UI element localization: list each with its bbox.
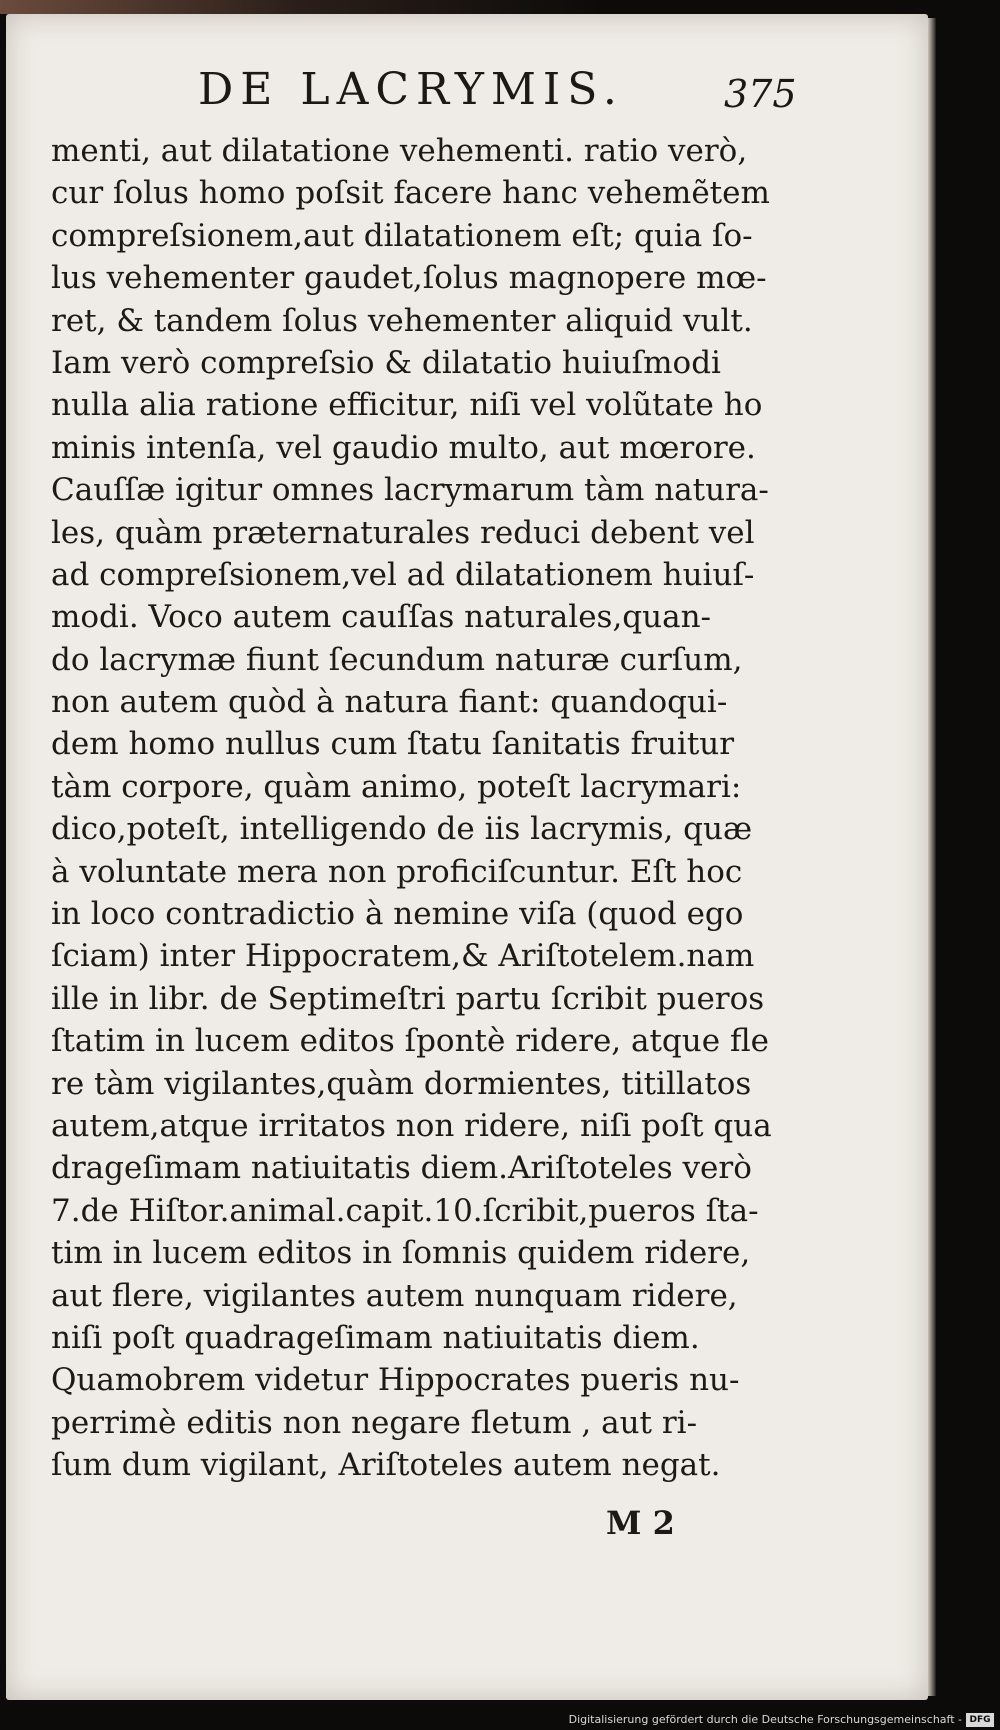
text-line: ille in libr. de Septimeſtri partu ſcribit pueros bbox=[51, 980, 765, 1017]
text-line: Iam verò compreſsio & dilatatio huiuſmodi bbox=[51, 344, 721, 381]
text-line: les, quàm præternaturales reduci debent vel bbox=[51, 514, 755, 551]
text-line: autem,atque irritatos non ridere, niſi poſt qua bbox=[51, 1107, 772, 1144]
text-line: 7.de Hiſtor.animal.capit.10.ſcribit,pueros ſta- bbox=[51, 1192, 759, 1229]
running-title: DE LACRYMIS. bbox=[198, 64, 624, 115]
text-line: ſciam) inter Hippocratem,& Ariſtotelem.nam bbox=[51, 938, 755, 975]
digitization-credit: Digitalisierung gefördert durch die Deutsche Forschungsgemeinschaft - bbox=[568, 1713, 962, 1726]
text-line: perrimè editis non negare fletum , aut ri- bbox=[51, 1404, 698, 1441]
text-line: à voluntate mera non proficiſcuntur. Eſt hoc bbox=[51, 853, 743, 890]
text-line: in loco contradictio à nemine viſa (quod ego bbox=[51, 896, 744, 933]
text-line: menti, aut dilatatione vehementi. ratio verò, bbox=[51, 133, 748, 169]
text-line: dem homo nullus cum ſtatu ſanitatis fruitur bbox=[51, 726, 735, 763]
text-line: ſtatim in lucem editos ſpontè ridere, atque fle bbox=[51, 1023, 769, 1060]
page-edge-shadow bbox=[928, 18, 936, 1696]
text-line: Quamobrem videtur Hippocrates pueris nu- bbox=[51, 1362, 740, 1399]
text-line: do lacrymæ fiunt ſecundum naturæ curſum, bbox=[51, 641, 743, 678]
signature-mark: M 2 bbox=[606, 1504, 675, 1542]
text-line: ret, & tandem ſolus vehementer aliquid vult. bbox=[51, 302, 753, 339]
text-line: minis intenſa, vel gaudio multo, aut mœrore. bbox=[51, 429, 756, 466]
text-line: nulla alia ratione efficitur, niſi vel volũtate ho bbox=[51, 387, 763, 424]
text-line: drageſimam natiuitatis diem.Ariſtoteles verò bbox=[51, 1150, 752, 1187]
page-header bbox=[6, 64, 928, 124]
dfg-logo: DFG bbox=[966, 1713, 994, 1727]
text-line: modi. Voco autem cauſſas naturales,quan- bbox=[51, 599, 712, 636]
text-line: dico,poteſt, intelligendo de iis lacrymis, quæ bbox=[51, 811, 753, 848]
text-line: tàm corpore, quàm animo, poteſt lacrymari: bbox=[51, 768, 742, 805]
body-text bbox=[51, 130, 811, 1487]
text-line: aut flere, vigilantes autem nunquam ridere, bbox=[51, 1277, 738, 1314]
text-line: cur ſolus homo poſsit facere hanc vehemẽtem bbox=[51, 175, 770, 212]
text-line: ſum dum vigilant, Ariſtoteles autem negat. bbox=[51, 1447, 721, 1484]
text-line: ad compreſsionem,vel ad dilatationem huiuſ- bbox=[51, 556, 755, 593]
text-line: tim in lucem editos in ſomnis quidem ridere, bbox=[51, 1235, 751, 1272]
text-line: lus vehementer gaudet,ſolus magnopere mœ- bbox=[51, 260, 767, 297]
text-line: non autem quòd à natura fiant: quandoqui- bbox=[51, 684, 728, 721]
book-page bbox=[6, 14, 928, 1700]
text-line: compreſsionem,aut dilatationem eſt; quia ſo- bbox=[51, 217, 753, 254]
book-binding-edge bbox=[0, 0, 1000, 14]
text-line: Cauſſæ igitur omnes lacrymarum tàm natura- bbox=[51, 472, 769, 509]
text-line: re tàm vigilantes,quàm dormientes, titillatos bbox=[51, 1065, 752, 1102]
text-line: niſi poſt quadrageſimam natiuitatis diem. bbox=[51, 1319, 700, 1356]
page-number: 375 bbox=[724, 72, 797, 116]
